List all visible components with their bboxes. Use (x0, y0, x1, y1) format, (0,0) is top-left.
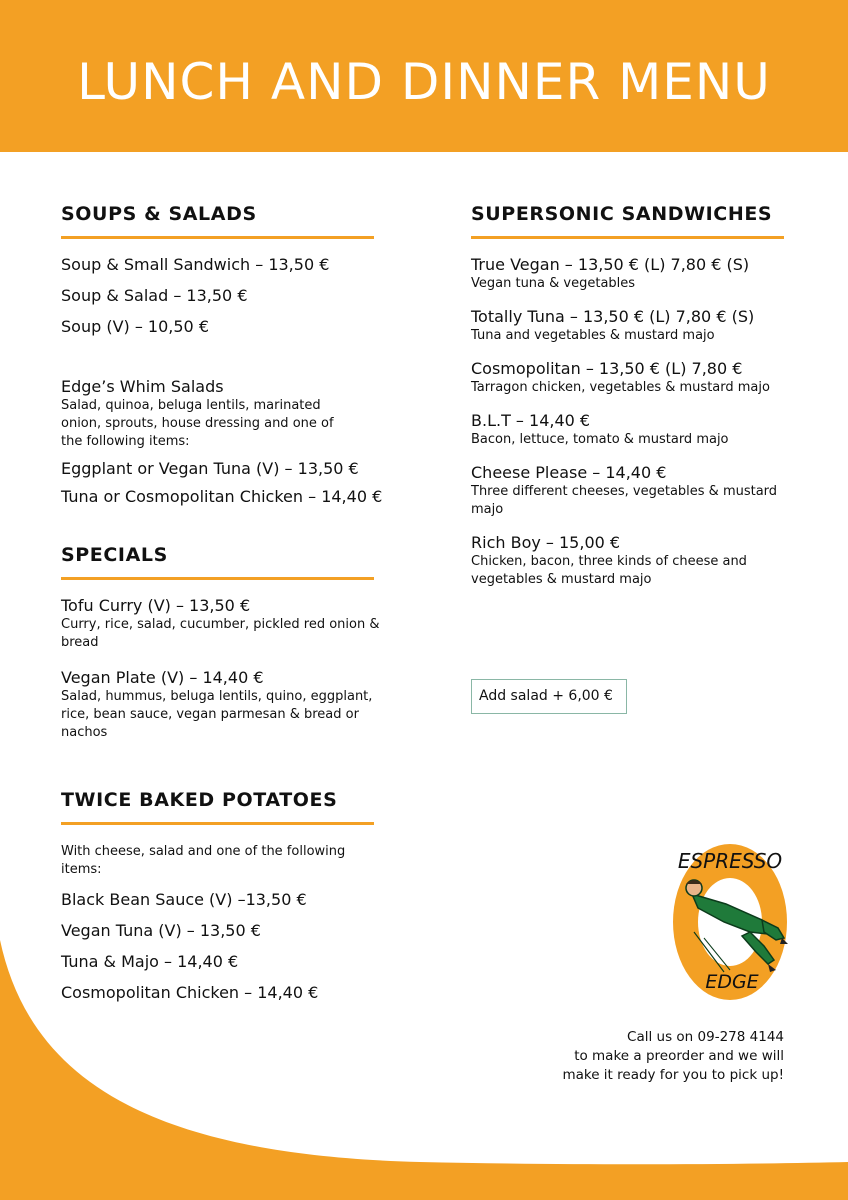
section-title-specials: SPECIALS (61, 544, 168, 566)
page-title: LUNCH AND DINNER MENU (77, 53, 771, 111)
section-divider (61, 822, 374, 825)
menu-item: Vegan Tuna (V) – 13,50 € (61, 921, 261, 940)
logo-bottom-text: EDGE (705, 971, 759, 993)
contact-line: Call us on 09-278 4144 (627, 1029, 784, 1045)
left-column (61, 202, 391, 1003)
right-column (471, 202, 791, 589)
logo-top-text: ESPRESSO (677, 849, 783, 873)
section-divider (61, 236, 374, 239)
menu-item: Cosmopolitan – 13,50 € (L) 7,80 € (471, 359, 743, 378)
menu-item-description: Vegan tuna & vegetables (471, 276, 636, 291)
menu-item: Rich Boy – 15,00 € (471, 533, 621, 552)
contact-line: make it ready for you to pick up! (562, 1067, 784, 1083)
menu-item: Totally Tuna – 13,50 € (L) 7,80 € (S) (471, 307, 755, 326)
espresso-edge-logo (664, 842, 794, 1002)
menu-item: Black Bean Sauce (V) –13,50 € (61, 890, 307, 909)
menu-item-description: Three different cheeses, vegetables & mustard majo (471, 484, 778, 517)
section-title-soups-salads: SOUPS & SALADS (61, 203, 257, 225)
menu-item-description: Salad, hummus, beluga lentils, quino, eggplant, rice, bean sauce, vegan parmesan & bread or nachos (61, 689, 373, 740)
add-salad-box: Add salad + 6,00 € (471, 679, 627, 714)
section-title-sandwiches: SUPERSONIC SANDWICHES (471, 203, 773, 225)
menu-item: Soup (V) – 10,50 € (61, 317, 209, 336)
menu-item: B.L.T – 14,40 € (471, 411, 591, 430)
menu-item: Tuna or Cosmopolitan Chicken – 14,40 € (61, 487, 383, 506)
menu-item: Tofu Curry (V) – 13,50 € (61, 596, 251, 615)
menu-item: Cosmopolitan Chicken – 14,40 € (61, 983, 319, 1002)
menu-item-description: Bacon, lettuce, tomato & mustard majo (471, 432, 729, 447)
whim-salads-description: Salad, quinoa, beluga lentils, marinated onion, sprouts, house dressing and one of the following items: (61, 398, 334, 449)
section-divider (471, 236, 784, 239)
menu-item: Vegan Plate (V) – 14,40 € (61, 668, 264, 687)
menu-item-description: Chicken, bacon, three kinds of cheese and vegetables & mustard majo (471, 554, 747, 587)
menu-item-description: Curry, rice, salad, cucumber, pickled red onion & bread (61, 617, 380, 650)
whim-salads-title: Edge’s Whim Salads (61, 377, 224, 396)
menu-item: Soup & Salad – 13,50 € (61, 286, 248, 305)
section-divider (61, 577, 374, 580)
menu-item: Eggplant or Vegan Tuna (V) – 13,50 € (61, 459, 359, 478)
header-banner (0, 0, 848, 152)
potatoes-description: With cheese, salad and one of the following items: (61, 844, 346, 877)
contact-line: to make a preorder and we will (574, 1048, 784, 1064)
menu-item-description: Tarragon chicken, vegetables & mustard majo (471, 380, 770, 395)
menu-item: Tuna & Majo – 14,40 € (61, 952, 239, 971)
contact-info (520, 1028, 784, 1085)
menu-item: True Vegan – 13,50 € (L) 7,80 € (S) (471, 255, 750, 274)
menu-item: Cheese Please – 14,40 € (471, 463, 667, 482)
section-title-potatoes: TWICE BAKED POTATOES (61, 789, 338, 811)
menu-item-description: Tuna and vegetables & mustard majo (471, 328, 715, 343)
menu-item: Soup & Small Sandwich – 13,50 € (61, 255, 330, 274)
